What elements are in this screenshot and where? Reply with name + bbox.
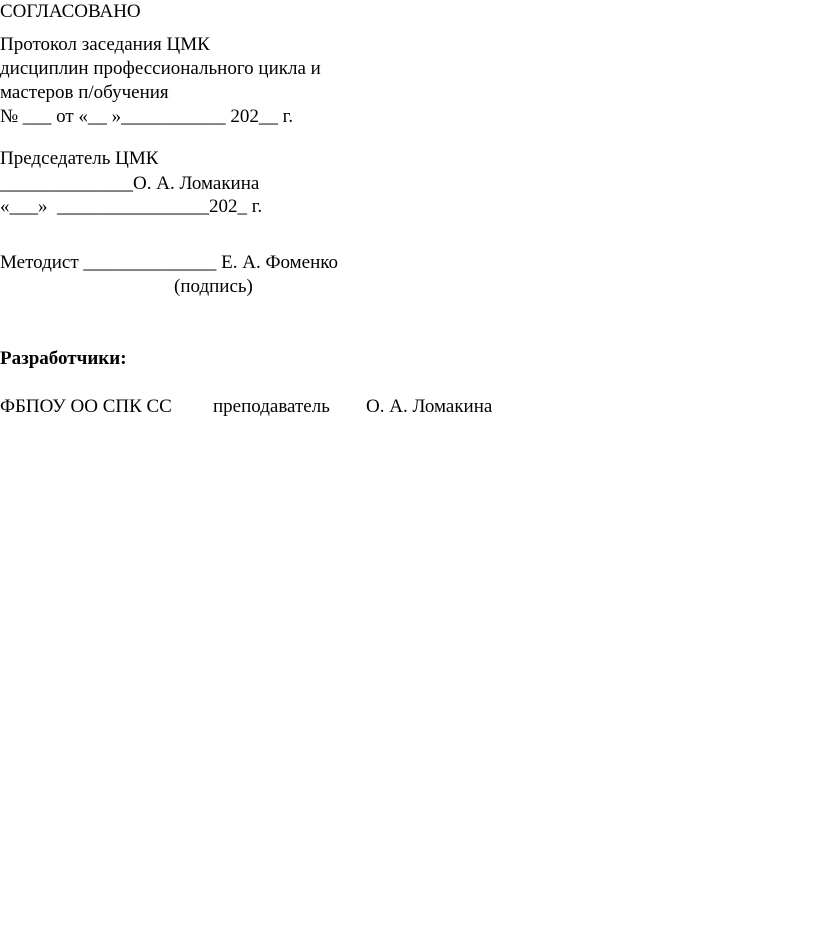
protocol-number-line: № ___ от «__ »___________ 202__ г. xyxy=(0,106,294,127)
signature-caption: (подпись) xyxy=(174,276,253,297)
approval-heading: СОГЛАСОВАНО xyxy=(0,1,141,22)
protocol-line-2: дисциплин профессионального цикла и xyxy=(0,58,321,79)
developer-organization: ФБПОУ ОО СПК СС xyxy=(0,396,172,417)
chair-date-line: «___» ________________202_ г. xyxy=(0,196,263,217)
methodist-line: Методист ______________ Е. А. Фоменко xyxy=(0,252,339,273)
developer-name: О. А. Ломакина xyxy=(366,396,493,417)
chair-title: Председатель ЦМК xyxy=(0,148,159,169)
developers-heading: Разработчики: xyxy=(0,348,127,369)
developer-position: преподаватель xyxy=(213,396,330,417)
protocol-line-3: мастеров п/обучения xyxy=(0,82,169,103)
protocol-line-1: Протокол заседания ЦМК xyxy=(0,34,210,55)
chair-signature-line: ______________О. А. Ломакина xyxy=(0,173,260,194)
